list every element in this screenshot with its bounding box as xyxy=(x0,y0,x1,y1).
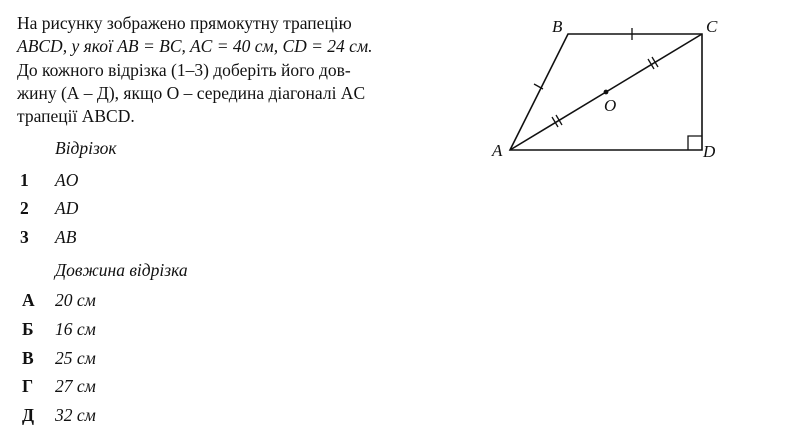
length-value: 32 см xyxy=(55,405,96,425)
lengths-heading: Довжина відрізка xyxy=(55,260,188,280)
answer-letter: Г xyxy=(22,376,34,396)
right-angle-marker xyxy=(688,136,702,150)
segment-label: AO xyxy=(55,170,79,190)
point-o xyxy=(604,90,609,95)
length-value: 20 см xyxy=(55,290,96,310)
trapezoid-figure xyxy=(488,14,728,164)
segments-heading: Відрізок xyxy=(55,138,117,158)
label-a: A xyxy=(492,141,503,160)
length-value: 25 см xyxy=(55,348,96,368)
trapezoid-diagram xyxy=(488,14,728,164)
problem-line-1: На рисунку зображено прямокутну трапецію xyxy=(17,13,352,33)
length-value: 27 см xyxy=(55,376,96,396)
label-o: O xyxy=(604,96,617,115)
segment-number: 2 xyxy=(20,198,29,218)
problem-line-3: До кожного відрізка (1–3) доберіть його дов- xyxy=(17,59,351,80)
segment-label: AB xyxy=(55,227,77,247)
label-d: D xyxy=(703,142,716,161)
problem-statement xyxy=(17,12,437,128)
segment-number: 1 xyxy=(20,170,29,190)
answer-letter: В xyxy=(22,348,34,368)
length-value: 16 см xyxy=(55,319,96,339)
problem-line-2: ABCD, у якої AB = BC, AC = 40 см, CD = 24 см. xyxy=(17,36,373,57)
label-b: B xyxy=(552,17,563,36)
answer-letter: А xyxy=(22,290,35,310)
answer-letter: Д xyxy=(22,405,35,425)
label-c: C xyxy=(706,17,718,36)
problem-line-5: трапеції ABCD. xyxy=(17,106,135,127)
answer-letter: Б xyxy=(22,319,34,339)
segment-label: AD xyxy=(55,198,79,218)
segment-number: 3 xyxy=(20,227,29,247)
problem-line-4: жину (А – Д), якщо O – середина діагоналі AC xyxy=(17,82,366,103)
